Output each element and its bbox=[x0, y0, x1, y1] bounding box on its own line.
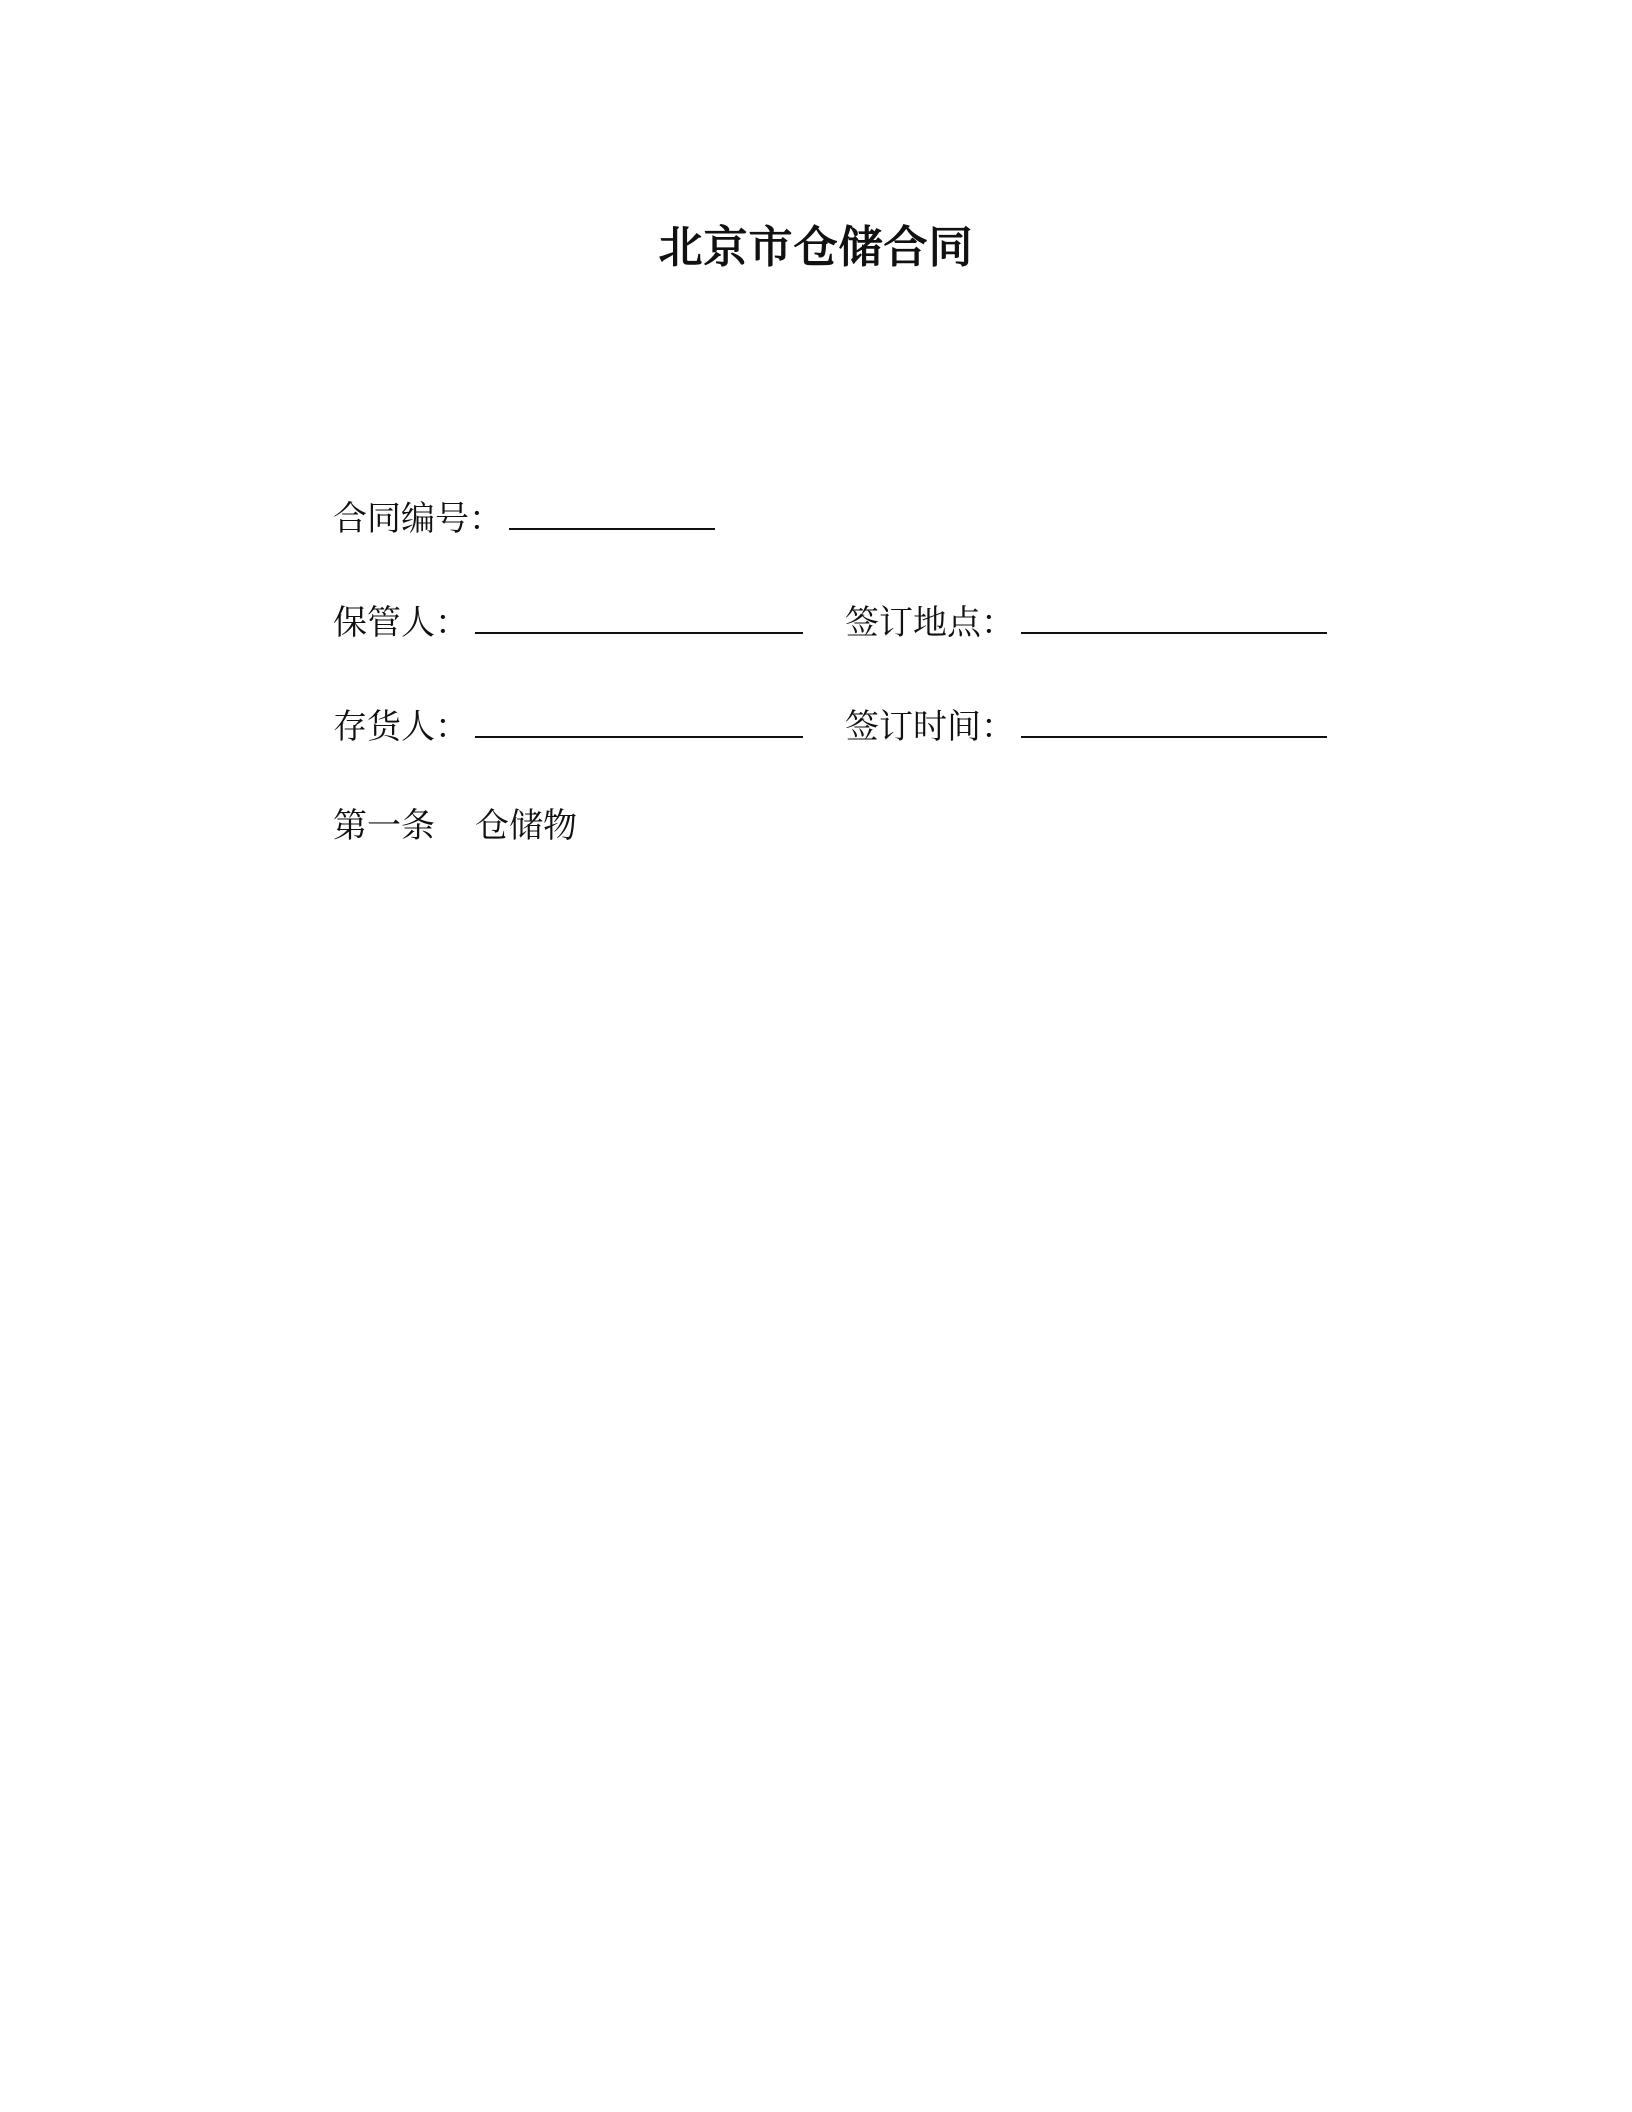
signing-place-line bbox=[845, 600, 1327, 646]
custodian-line bbox=[333, 600, 803, 646]
signing-time-blank bbox=[1021, 706, 1327, 738]
custodian-blank bbox=[475, 602, 803, 634]
article-one-heading bbox=[333, 803, 577, 849]
document-title: 北京市仓储合同 bbox=[658, 222, 974, 273]
article-one-title: 仓储物 bbox=[475, 806, 577, 846]
depositor-label: 存货人： bbox=[333, 707, 469, 747]
article-one-number: 第一条 bbox=[333, 806, 435, 846]
depositor-blank bbox=[475, 706, 803, 738]
signing-place-label: 签订地点： bbox=[845, 603, 1015, 643]
signing-time-line bbox=[845, 704, 1327, 750]
signing-place-blank bbox=[1021, 602, 1327, 634]
custodian-label: 保管人： bbox=[333, 603, 469, 643]
contract-number-label: 合同编号： bbox=[333, 499, 503, 539]
signing-time-label: 签订时间： bbox=[845, 707, 1015, 747]
depositor-line bbox=[333, 704, 803, 750]
contract-number-line bbox=[333, 496, 715, 542]
contract-number-blank bbox=[509, 498, 715, 530]
